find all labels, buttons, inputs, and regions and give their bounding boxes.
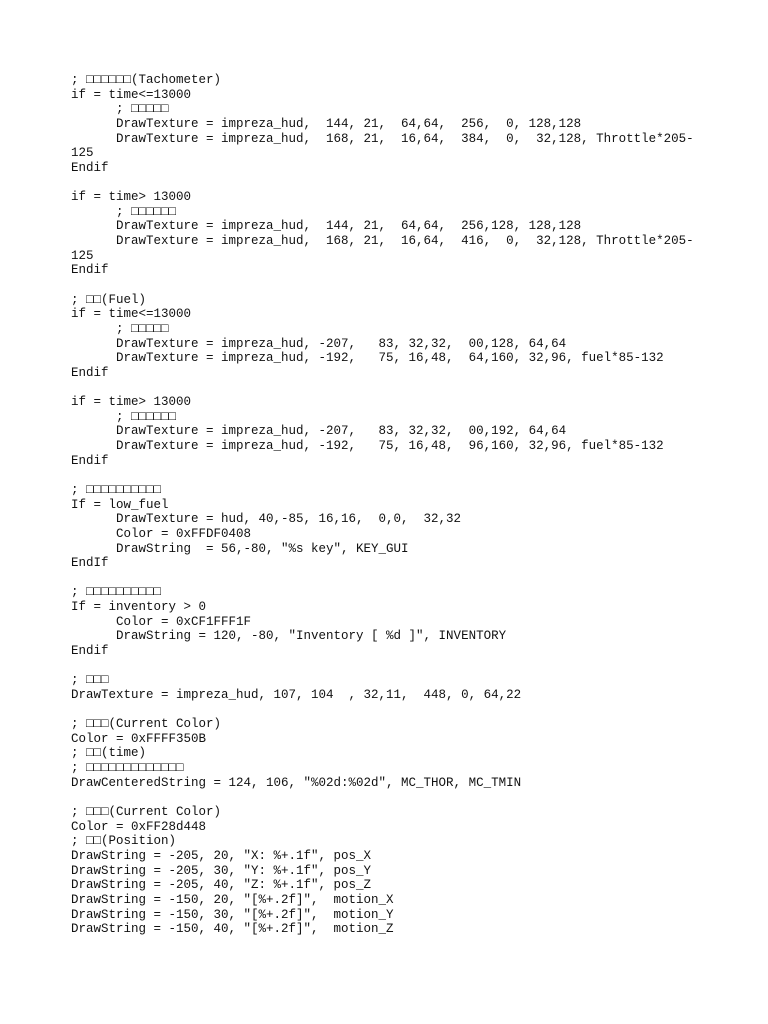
blank-line [71,278,751,293]
code-line: Color = 0xFFDF0408 [71,526,252,541]
code-line: DrawTexture = impreza_hud, 144, 21, 64,64, 256,128, 128,128 [71,219,582,234]
code-line: ; □□(Position) [71,834,177,849]
blank-line [71,703,751,718]
code-line: if = time<=13000 [71,87,192,102]
code-line: ; □□□□□ [71,102,169,117]
code-line: DrawString = -205, 40, "Z: %+.1f", pos_Z [71,878,372,893]
blank-line [71,790,751,805]
code-line: ; □□(Fuel) [71,292,147,307]
code-line: DrawString = -150, 40, "[%+.2f]", motion_Z [71,922,394,937]
code-line: DrawString = -205, 30, "Y: %+.1f", pos_Y [71,863,372,878]
code-line: if = time<=13000 [71,307,192,322]
code-line: ; □□□□□□ [71,409,177,424]
code-line: Color = 0xCF1FFF1F [71,614,252,629]
code-line: EndIf [71,556,109,571]
code-line: ; □□□(Current Color) [71,717,222,732]
code-line: ; □□(time) [71,746,147,761]
code-line: DrawString = -205, 20, "X: %+.1f", pos_X [71,848,372,863]
code-line: ; □□□ [71,673,109,688]
code-line: DrawString = -150, 30, "[%+.2f]", motion_Y [71,907,394,922]
blank-line [71,468,751,483]
code-line: Endif [71,453,109,468]
code-line: DrawString = 120, -80, "Inventory [ %d ]", INVENTORY [71,629,507,644]
code-line: If = inventory > 0 [71,600,207,615]
blank-line [71,380,751,395]
code-line: ; □□□(Current Color) [71,805,222,820]
code-line: ; □□□□□□(Tachometer) [71,73,222,87]
code-line: DrawTexture = impreza_hud, -207, 83, 32,32, 00,128, 64,64 [71,336,567,351]
code-line: 125 [71,248,94,263]
code-line: ; □□□□□□□□□□ [71,585,162,600]
code-line: if = time> 13000 [71,190,192,205]
code-line: Endif [71,365,109,380]
code-line: Endif [71,160,109,175]
document-body [71,73,751,937]
code-line: Color = 0xFFFF350B [71,731,207,746]
code-line: Endif [71,263,109,278]
code-line: DrawString = -150, 20, "[%+.2f]", motion_X [71,892,394,907]
code-line: DrawTexture = impreza_hud, 168, 21, 16,64, 416, 0, 32,128, Throttle*205- [71,234,694,249]
code-line: DrawTexture = hud, 40,-85, 16,16, 0,0, 32,32 [71,512,462,527]
code-line: DrawString = 56,-80, "%s key", KEY_GUI [71,541,409,556]
blank-line [71,175,751,190]
blank-line [71,659,751,674]
code-line: 125 [71,146,94,161]
code-line: ; □□□□□□□□□□□□□ [71,761,184,776]
code-line: If = low_fuel [71,497,169,512]
code-line: DrawTexture = impreza_hud, -192, 75, 16,48, 64,160, 32,96, fuel*85-132 [71,351,664,366]
code-line: DrawTexture = impreza_hud, -192, 75, 16,48, 96,160, 32,96, fuel*85-132 [71,439,664,454]
code-line: Color = 0xFF28d448 [71,819,207,834]
code-line: if = time> 13000 [71,395,192,410]
blank-line [71,571,751,586]
code-line: ; □□□□□□ [71,204,177,219]
code-line: Endif [71,643,109,658]
code-line: DrawCenteredString = 124, 106, "%02d:%02d", MC_THOR, MC_TMIN [71,775,522,790]
code-line: DrawTexture = impreza_hud, 107, 104 , 32,11, 448, 0, 64,22 [71,687,522,702]
code-line: DrawTexture = impreza_hud, 168, 21, 16,64, 384, 0, 32,128, Throttle*205- [71,131,694,146]
code-line: ; □□□□□□□□□□ [71,482,162,497]
code-line: ; □□□□□ [71,321,169,336]
code-line: DrawTexture = impreza_hud, -207, 83, 32,32, 00,192, 64,64 [71,424,567,439]
code-line: DrawTexture = impreza_hud, 144, 21, 64,64, 256, 0, 128,128 [71,116,582,131]
